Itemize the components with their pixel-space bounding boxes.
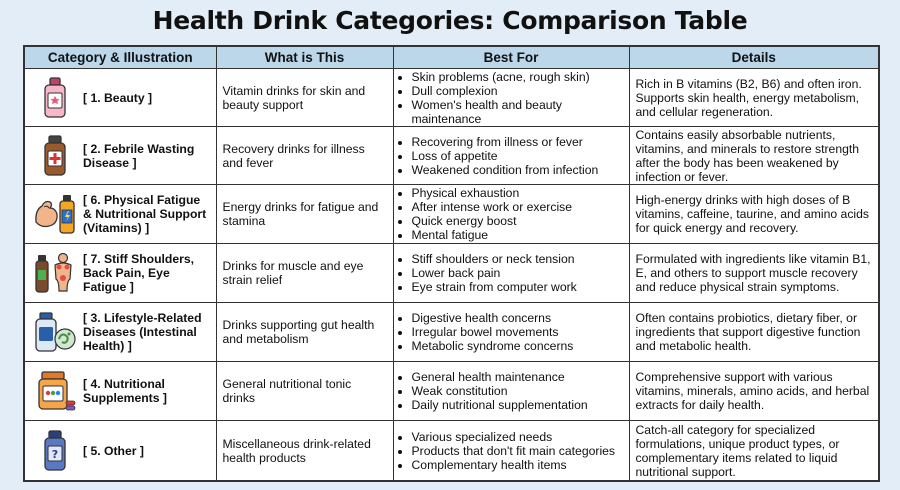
table-row [24, 185, 879, 244]
list-item: • Lower back pain [412, 266, 623, 280]
table-row [24, 127, 879, 185]
question-bottle-icon [33, 427, 77, 475]
table-row [24, 69, 879, 127]
muscle-energy-drink-icon [33, 190, 77, 238]
what-cell: Drinks for muscle and eye strain relief [216, 244, 393, 303]
what-cell: Recovery drinks for illness and fever [216, 127, 393, 185]
category-cell [24, 362, 216, 421]
header-details: Details [629, 46, 879, 69]
what-cell: Drinks supporting gut health and metabolism [216, 303, 393, 362]
list-item: • Complementary health items [412, 458, 623, 472]
details-cell: Catch-all category for specialized formulations, unique product types, or complementary items related to liquid nutritional support. [629, 421, 879, 482]
category-cell [24, 69, 216, 127]
beauty-bottle-icon [33, 74, 77, 122]
list-item: • Quick energy boost [412, 214, 623, 228]
what-cell: Vitamin drinks for skin and beauty support [216, 69, 393, 127]
category-label: [ 4. Nutritional Supplements ] [83, 377, 167, 405]
body-pain-bottle-icon [33, 249, 77, 297]
list-item: • Weakened condition from infection [412, 163, 623, 177]
category-label: [ 1. Beauty ] [83, 90, 153, 105]
comparison-table [23, 45, 880, 482]
header-category: Category & Illustration [24, 46, 216, 69]
list-item: • Women's health and beauty maintenance [412, 98, 623, 126]
details-cell: Rich in B vitamins (B2, B6) and often iron. Supports skin health, energy metabolism, and cellular regeneration. [629, 69, 879, 127]
best-for-cell [393, 69, 629, 127]
what-cell: Energy drinks for fatigue and stamina [216, 185, 393, 244]
details-cell: High-energy drinks with high doses of B vitamins, caffeine, taurine, and amino acids for quick energy and recovery. [629, 185, 879, 244]
svg-text:?: ? [51, 447, 59, 461]
list-item: • Daily nutritional supplementation [412, 398, 623, 412]
list-item: • Eye strain from computer work [412, 280, 623, 294]
list-item: • Physical exhaustion [412, 186, 623, 200]
best-for-cell [393, 303, 629, 362]
list-item: • Mental fatigue [412, 228, 623, 242]
list-item: • Stiff shoulders or neck tension [412, 252, 623, 266]
what-cell: Miscellaneous drink-related health products [216, 421, 393, 482]
best-for-cell [393, 421, 629, 482]
category-label: [ 3. Lifestyle-Related Diseases (Intestinal Health) ] [83, 311, 202, 353]
list-item: • Skin problems (acne, rough skin) [412, 70, 623, 84]
details-cell: Often contains probiotics, dietary fiber, or ingredients that support digestive function and metabolic health. [629, 303, 879, 362]
category-cell [24, 127, 216, 185]
category-label: [ 2. Febrile Wasting Disease ] [83, 141, 195, 170]
category-cell [24, 303, 216, 362]
list-item: • Weak constitution [412, 384, 623, 398]
what-cell: General nutritional tonic drinks [216, 362, 393, 421]
best-for-cell [393, 127, 629, 185]
category-label: [ 7. Stiff Shoulders, Back Pain, Eye Fatigue ] [83, 252, 195, 294]
list-item: • Products that don't fit main categories [412, 444, 623, 458]
category-cell [24, 244, 216, 303]
category-cell [24, 421, 216, 482]
header-what: What is This [216, 46, 393, 69]
table-header-row [24, 46, 879, 69]
list-item: • General health maintenance [412, 370, 623, 384]
gut-health-bottle-icon [33, 308, 77, 356]
list-item: • Digestive health concerns [412, 311, 623, 325]
category-label: [ 5. Other ] [83, 443, 144, 458]
table-row [24, 421, 879, 482]
table-row [24, 244, 879, 303]
list-item: • After intense work or exercise [412, 200, 623, 214]
list-item: • Loss of appetite [412, 149, 623, 163]
details-cell: Comprehensive support with various vitamins, minerals, amino acids, and herbal extracts for daily health. [629, 362, 879, 421]
medical-bottle-icon [33, 132, 77, 180]
list-item: • Recovering from illness or fever [412, 135, 623, 149]
best-for-cell [393, 185, 629, 244]
list-item: • Dull complexion [412, 84, 623, 98]
table-row [24, 303, 879, 362]
supplement-jar-icon [33, 367, 77, 415]
details-cell: Formulated with ingredients like vitamin B1, E, and others to support muscle recovery and reduce physical strain symptoms. [629, 244, 879, 303]
list-item: • Metabolic syndrome concerns [412, 339, 623, 353]
best-for-cell [393, 362, 629, 421]
page-title: Health Drink Categories: Comparison Table [152, 6, 748, 35]
table-row [24, 362, 879, 421]
list-item: • Various specialized needs [412, 430, 623, 444]
list-item: • Irregular bowel movements [412, 325, 623, 339]
best-for-cell [393, 244, 629, 303]
category-cell [24, 185, 216, 244]
category-label: [ 6. Physical Fatigue & Nutritional Support (Vitamins) ] [83, 193, 207, 235]
details-cell: Contains easily absorbable nutrients, vitamins, and minerals to restore strength after the body has been weakened by infection or fever. [629, 127, 879, 185]
header-best-for: Best For [393, 46, 629, 69]
